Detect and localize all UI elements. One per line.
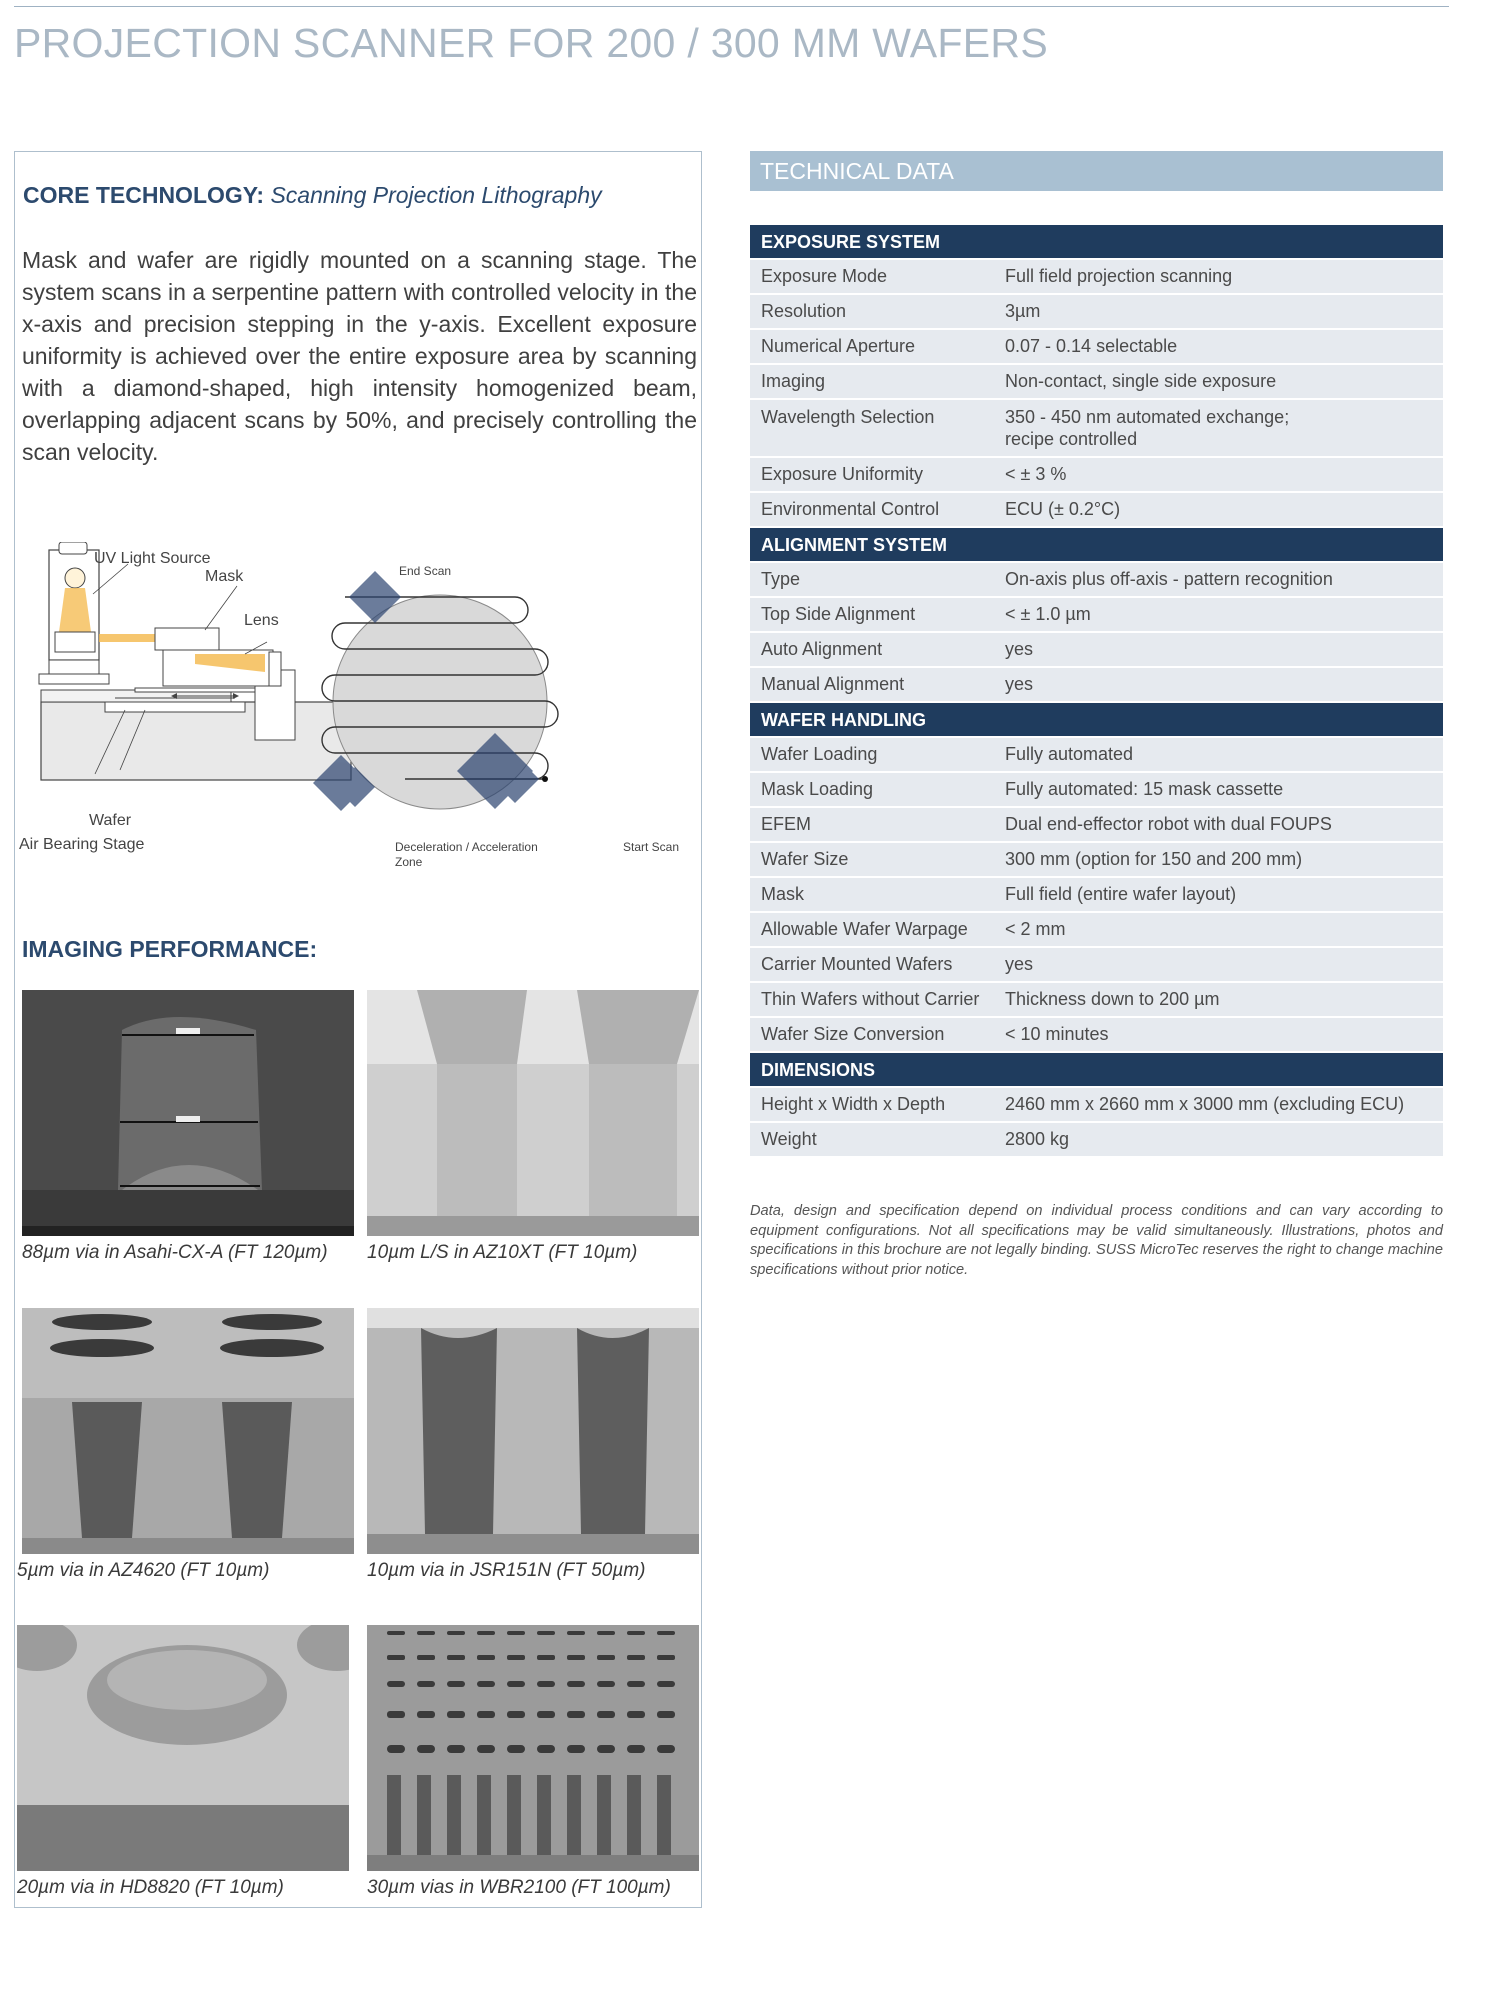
spec-label: Exposure Mode: [761, 266, 888, 286]
spec-label: Auto Alignment: [761, 639, 883, 659]
spec-value: [1005, 948, 1443, 981]
core-technology-heading: [23, 182, 602, 209]
lens-label: Lens: [244, 612, 279, 629]
caption-sem-4: 10µm via in JSR151N (FT 50µm): [367, 1560, 646, 1581]
spec-value: [1005, 913, 1443, 946]
spec-value-line: Non-contact, single side exposure: [1005, 371, 1277, 391]
spec-value: [1005, 808, 1443, 841]
spec-value-line: Full field (entire wafer layout): [1005, 884, 1237, 904]
spec-label: Wafer Size: [761, 849, 849, 869]
spec-value: [1005, 1088, 1443, 1121]
sem-image-20um-via: [17, 1625, 349, 1871]
left-panel: [14, 151, 702, 1908]
spec-value-line: recipe controlled: [1005, 429, 1138, 449]
spec-value: [1005, 1123, 1443, 1156]
spec-value-line: < ± 1.0 µm: [1005, 604, 1091, 624]
spec-label: Mask: [761, 884, 805, 904]
spec-label: Type: [761, 569, 801, 589]
spec-row: [750, 295, 1443, 328]
mask-label: Mask: [205, 568, 244, 585]
spec-value-line: < ± 3 %: [1005, 464, 1067, 484]
sem-image-10um-ls: [367, 990, 699, 1236]
spec-value-line: Fully automated: 15 mask cassette: [1005, 779, 1284, 799]
zone-label: Zone: [395, 855, 423, 869]
spec-row: [750, 1088, 1443, 1121]
caption-sem-2: 10µm L/S in AZ10XT (FT 10µm): [367, 1242, 638, 1263]
caption-sem-6: 30µm vias in WBR2100 (FT 100µm): [367, 1877, 671, 1898]
spec-row: [750, 365, 1443, 398]
caption-sem-3: 5µm via in AZ4620 (FT 10µm): [17, 1560, 270, 1581]
spec-value: [1005, 598, 1443, 631]
spec-label: EFEM: [761, 814, 812, 834]
spec-value: [1005, 738, 1443, 771]
spec-value: [1005, 295, 1443, 328]
section-heading: WAFER HANDLING: [750, 703, 1443, 736]
sem-image-10um-via: [367, 1308, 699, 1554]
spec-label: Exposure Uniformity: [761, 464, 924, 484]
spec-row: [750, 773, 1443, 806]
spec-row: [750, 948, 1443, 981]
spec-row: [750, 668, 1443, 701]
spec-value-line: < 2 mm: [1005, 919, 1066, 939]
spec-value: [1005, 260, 1443, 293]
section-heading: DIMENSIONS: [750, 1053, 1443, 1086]
deceleration-label: Deceleration / Acceleration: [395, 840, 538, 854]
spec-value-line: 2460 mm x 2660 mm x 3000 mm (excluding ECU): [1005, 1094, 1405, 1114]
spec-label: Imaging: [761, 371, 826, 391]
caption-sem-1: 88µm via in Asahi-CX-A (FT 120µm): [22, 1242, 328, 1263]
spec-value: [1005, 365, 1443, 398]
spec-value-line: Thickness down to 200 µm: [1005, 989, 1220, 1009]
spec-label: Wafer Size Conversion: [761, 1024, 945, 1044]
spec-row: [750, 738, 1443, 771]
spec-row: [750, 458, 1443, 491]
sem-image-5um-via: [22, 1308, 354, 1554]
spec-value: [1005, 493, 1443, 526]
section-heading: ALIGNMENT SYSTEM: [750, 528, 1443, 561]
spec-row: [750, 330, 1443, 363]
spec-label: Carrier Mounted Wafers: [761, 954, 953, 974]
spec-value-line: Fully automated: [1005, 744, 1134, 764]
spec-row: [750, 493, 1443, 526]
spec-row: [750, 878, 1443, 911]
spec-row: [750, 598, 1443, 631]
caption-sem-5: 20µm via in HD8820 (FT 10µm): [17, 1877, 284, 1898]
spec-value-line: 300 mm (option for 150 and 200 mm): [1005, 849, 1303, 869]
end-scan-label: End Scan: [399, 564, 452, 578]
spec-value: [1005, 878, 1443, 911]
spec-row: [750, 1018, 1443, 1051]
air-bearing-stage-label: Air Bearing Stage: [19, 836, 145, 853]
core-technology-description: Mask and wafer are rigidly mounted on a scanning stage. The system scans in a serpentine pattern with controlled velocity in the x-axis and precision stepping in the y-axis. Excellent exposure uniformity is achieved over the entire exposure area by scanning with a diamond-shaped, high intensity homogenized beam, overlapping adjacent scans by 50%, and precisely controlling the scan velocity.: [22, 247, 697, 465]
disclaimer: Data, design and specification depend on individual process conditions and can vary according to equipment configurations. Not all specifications may be valid simultaneously. Illustrations, photos and specifications in this brochure are not legally binding. SUSS MicroTec reserves the right to change machine specifications without prior notice.: [750, 1203, 1443, 1278]
technical-data-heading: TECHNICAL DATA: [750, 151, 1443, 191]
spec-label: Manual Alignment: [761, 674, 905, 694]
spec-value: [1005, 458, 1443, 491]
spec-row: [750, 633, 1443, 666]
spec-value: [1005, 668, 1443, 701]
spec-label: Weight: [761, 1129, 817, 1149]
spec-label: Allowable Wafer Warpage: [761, 919, 968, 939]
spec-value-line: ECU (± 0.2°C): [1005, 499, 1121, 519]
spec-row: [750, 563, 1443, 596]
spec-value-line: On-axis plus off-axis - pattern recognition: [1005, 569, 1333, 589]
imaging-performance-heading: IMAGING PERFORMANCE:: [22, 936, 318, 962]
spec-value-line: yes: [1005, 639, 1034, 659]
spec-value: [1005, 633, 1443, 666]
spec-value-line: Full field projection scanning: [1005, 266, 1233, 286]
spec-value-line: yes: [1005, 674, 1034, 694]
spec-row: [750, 260, 1443, 293]
start-scan-label: Start Scan: [623, 840, 680, 854]
wafer-label: Wafer: [89, 812, 132, 829]
spec-row: [750, 400, 1443, 456]
spec-row: [750, 843, 1443, 876]
spec-label: Top Side Alignment: [761, 604, 916, 624]
spec-row: [750, 913, 1443, 946]
spec-label: Wavelength Selection: [761, 407, 935, 427]
spec-value: [1005, 1018, 1443, 1051]
spec-value-line: yes: [1005, 954, 1034, 974]
spec-value: [1005, 563, 1443, 596]
spec-label: Height x Width x Depth: [761, 1094, 946, 1114]
spec-row: [750, 1123, 1443, 1156]
scan-pattern-diagram: [305, 567, 565, 817]
section-heading: EXPOSURE SYSTEM: [750, 225, 1443, 258]
core-technology-value: Scanning Projection Lithography: [270, 182, 602, 208]
spec-value-line: < 10 minutes: [1005, 1024, 1109, 1044]
spec-label: Environmental Control: [761, 499, 940, 519]
top-rule: [14, 6, 1449, 7]
spec-value: [1005, 406, 1443, 452]
sem-image-88um-via: [22, 990, 354, 1236]
page-title: PROJECTION SCANNER FOR 200 / 300 MM WAFERS: [14, 20, 1048, 66]
spec-value-line: 2800 kg: [1005, 1129, 1070, 1149]
spec-label: Thin Wafers without Carrier: [761, 989, 980, 1009]
spec-value: [1005, 773, 1443, 806]
spec-value-line: 3µm: [1005, 301, 1041, 321]
spec-row: [750, 983, 1443, 1016]
uv-light-source-label: UV Light Source: [94, 550, 211, 567]
spec-value: [1005, 330, 1443, 363]
spec-row: [750, 808, 1443, 841]
spec-value: [1005, 843, 1443, 876]
core-technology-label: CORE TECHNOLOGY:: [23, 182, 265, 208]
spec-label: Resolution: [761, 301, 847, 321]
spec-value-line: Dual end-effector robot with dual FOUPS: [1005, 814, 1332, 834]
spec-table: [750, 225, 1443, 1158]
spec-label: Mask Loading: [761, 779, 874, 799]
spec-label: Wafer Loading: [761, 744, 878, 764]
sem-image-30um-vias: [367, 1625, 699, 1871]
spec-value: [1005, 983, 1443, 1016]
spec-value-line: 350 - 450 nm automated exchange;: [1005, 407, 1290, 427]
spec-value-line: 0.07 - 0.14 selectable: [1005, 336, 1178, 356]
spec-label: Numerical Aperture: [761, 336, 916, 356]
